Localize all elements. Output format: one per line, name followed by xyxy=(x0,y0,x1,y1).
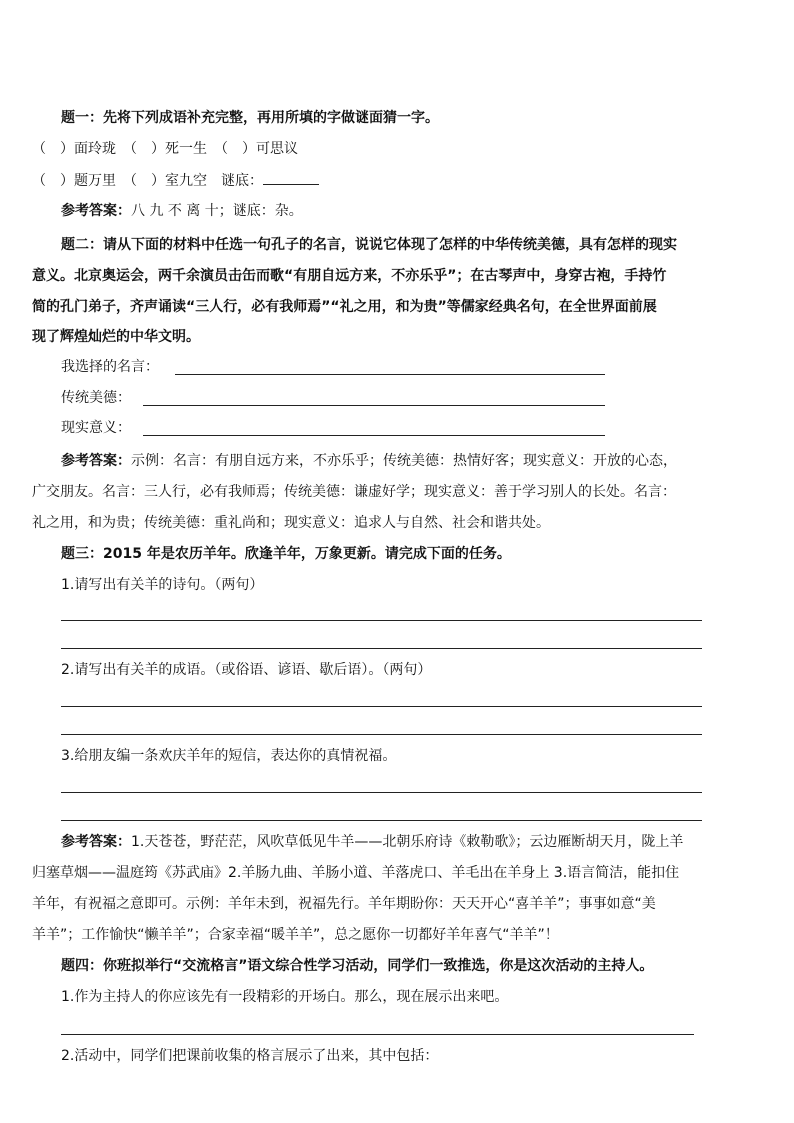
q2-title-line3: 简的孔门弟子，齐声诵读“三人行，必有我师焉”“礼之用，和为贵”等儒家经典名句，在全世界面前展 xyxy=(32,299,657,315)
q2-field-quote-blank[interactable] xyxy=(175,374,605,375)
q4-task2: 2.活动中，同学们把课前收集的格言展示了出来，其中包括： xyxy=(61,1048,439,1064)
q3-answer-line4: 羊羊”；工作愉快“懒羊羊”；合家幸福“暖羊羊”，总之愿你一切都好羊年喜气“羊羊”！ xyxy=(32,927,559,943)
q3-task2-blank1[interactable] xyxy=(61,706,702,707)
q2-answer-label: 参考答案： xyxy=(61,453,131,469)
q3-task2: 2.请写出有关羊的成语。（或俗语、谚语、歇后语）。（两句） xyxy=(61,662,432,678)
q3-answer-line2: 归塞草烟——温庭筠《苏武庙》2.羊肠九曲、羊肠小道、羊落虎口、羊毛出在羊身上 3.语言简洁，能扣住 xyxy=(32,865,680,881)
q3-answer-label: 参考答案： xyxy=(61,834,131,850)
q1-answer xyxy=(61,201,303,221)
q2-field-meaning-label: 现实意义： xyxy=(61,420,131,436)
q2-answer-line3: 礼之用，和为贵；传统美德：重礼尚和；现实意义：追求人与自然、社会和谐共处。 xyxy=(32,515,550,531)
q3-answer-line1 xyxy=(61,832,683,852)
q1-row1: （ ）面玲珑 （ ）死一生 （ ）可思议 xyxy=(32,141,298,157)
q3-answer-text1: 1.天苍苍，野茫茫，风吹草低见牛羊——北朝乐府诗《敕勒歌》；云边雁断胡天月，陇上羊 xyxy=(131,834,684,850)
q3-title: 题三：2015 年是农历羊年。欣逢羊年，万象更新。请完成下面的任务。 xyxy=(61,546,511,562)
q1-answer-text: 八 九 不 离 十；谜底：杂。 xyxy=(131,203,303,219)
riddle-answer-blank[interactable] xyxy=(263,170,319,185)
q3-task2-blank2[interactable] xyxy=(61,734,702,735)
q3-task3: 3.给朋友编一条欢庆羊年的短信，表达你的真情祝福。 xyxy=(61,748,397,764)
q2-title-line1: 题二：请从下面的材料中任选一句孔子的名言，说说它体现了怎样的中华传统美德，具有怎样的现实 xyxy=(61,237,677,253)
q2-field-quote-label: 我选择的名言： xyxy=(61,359,159,375)
q3-task3-blank1[interactable] xyxy=(61,792,702,793)
q3-task1-blank1[interactable] xyxy=(61,620,702,621)
q2-field-virtue-blank[interactable] xyxy=(143,405,605,406)
q1-row2 xyxy=(32,170,319,190)
q4-task1-blank[interactable] xyxy=(61,1034,694,1035)
q2-field-meaning-blank[interactable] xyxy=(143,435,605,436)
q3-task1: 1.请写出有关羊的诗句。（两句） xyxy=(61,577,264,593)
q2-title-line2: 意义。北京奥运会，两千余演员击缶而歌“有朋自远方来，不亦乐乎”；在古琴声中，身穿古袍，手持竹 xyxy=(32,268,667,284)
q1-answer-label: 参考答案： xyxy=(61,203,131,219)
q2-title-line4: 现了辉煌灿烂的中华文明。 xyxy=(32,329,200,345)
q1-title: 题一：先将下列成语补充完整，再用所填的字做谜面猜一字。 xyxy=(61,110,439,126)
q2-answer-line1 xyxy=(61,451,677,471)
q4-task1: 1.作为主持人的你应该先有一段精彩的开场白。那么，现在展示出来吧。 xyxy=(61,989,509,1005)
q2-answer-text1: 示例：名言：有朋自远方来，不亦乐乎；传统美德：热情好客；现实意义：开放的心态， xyxy=(131,453,677,469)
q2-answer-line2: 广交朋友。名言：三人行，必有我师焉；传统美德：谦虚好学；现实意义：善于学习别人的长处。名言： xyxy=(32,484,676,500)
q3-task1-blank2[interactable] xyxy=(61,648,702,649)
q1-row2-text: （ ）题万里 （ ）室九空 谜底： xyxy=(32,173,263,189)
q4-title: 题四：你班拟举行“交流格言”语文综合性学习活动，同学们一致推选，你是这次活动的主持人。 xyxy=(61,958,654,974)
q3-task3-blank2[interactable] xyxy=(61,820,702,821)
q2-field-virtue-label: 传统美德： xyxy=(61,390,131,406)
q3-answer-line3: 羊年，有祝福之意即可。示例：羊年未到，祝福先行。羊年期盼你：天天开心“喜羊羊”；事事如意“美 xyxy=(32,896,656,912)
